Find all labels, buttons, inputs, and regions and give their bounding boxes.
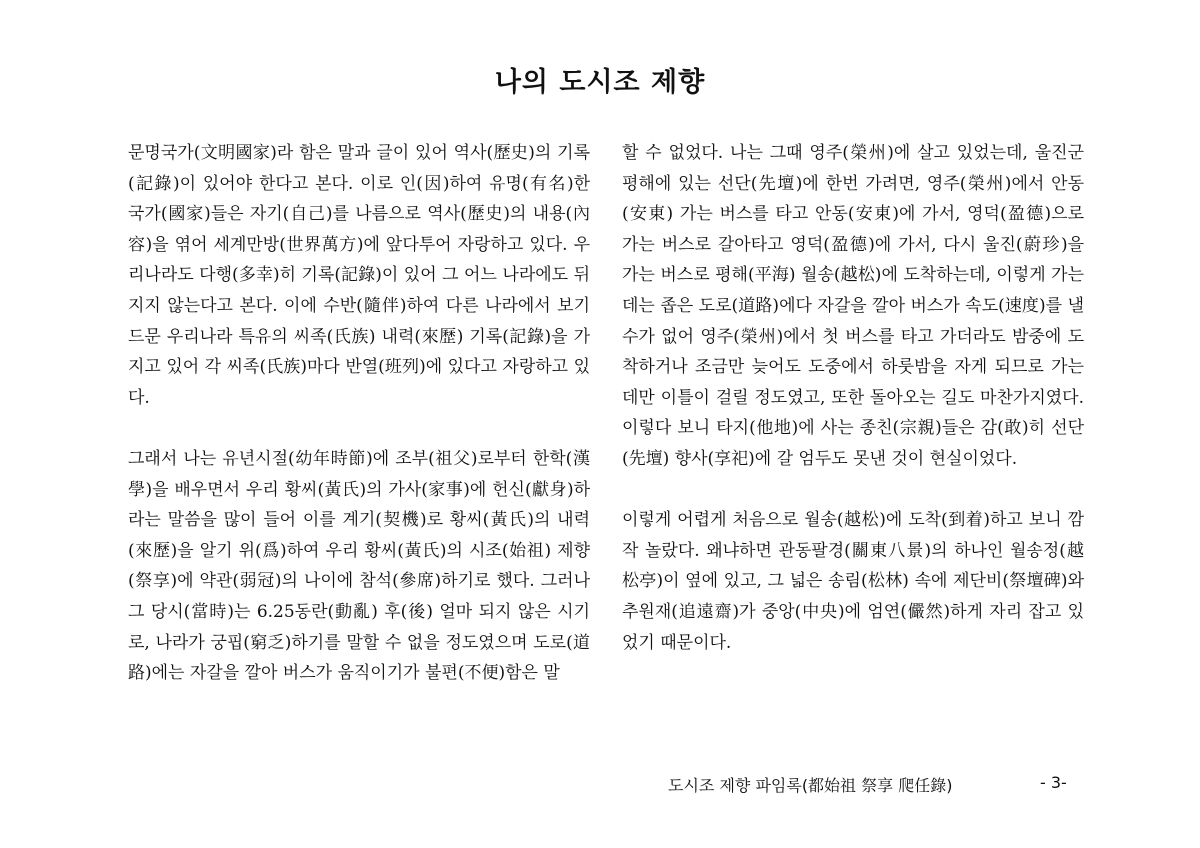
paragraph-childhood: 그래서 나는 유년시절(幼年時節)에 조부(祖父)로부터 한학(漢學)을 배우면서 우리 황씨(黃氏)의 가사(家事)에 헌신(獻身)하라는 말씀을 많이 들어 이를 계기(契機)로 황씨(黃氏)의 내력(來歷)을 알기 위(爲)하여 우리 황씨(黃氏)의 시조(始祖) 제향(祭享)에 약관(弱冠)의 나이에 참석(參席)하기로 했다. 그러나 그 당시(當時)는 6.25동란(動亂) 후(後) 얼마 되지 않은 시기로, 나라가 궁핍(窮乏)하기를 말할 수 없을 정도였으며 도로(道路)에는 자갈을 깔아 버스가 움직이기가 불편(不便)함은 말 [128,448,590,684]
footer-source-title: 도시조 제향 파임록(都始祖 祭享 爬任錄) [668,776,953,795]
page-number: - 3- [1040,773,1067,792]
paragraph-journey: 할 수 없었다. 나는 그때 영주(榮州)에 살고 있었는데, 울진군 평해에 있는 선단(先壇)에 한번 가려면, 영주(榮州)에서 안동(安東) 가는 버스를 타고 안동(安東)에 가서, 영덕(盈德)으로 가는 버스로 갈아타고 영덕(盈德)에 가서, 다시 울진(蔚珍)을 가는 버스로 평해(平海) 월송(越松)에 도착하는데, 이렇게 가는 데는 좁은 도로(道路)에다 자갈을 깔아 버스가 속도(速度)를 낼 수가 없어 영주(榮州)에서 첫 버스를 타고 가더라도 밤중에 도착하거나 조금만 늦어도 도중에서 하룻밤을 자게 되므로 가는 데만 이틀이 걸릴 정도였고, 또한 돌아오는 길도 마찬가지였다. 이렇다 보니 타지(他地)에 사는 종친(宗親)들은 감(敢)히 선단(先壇) 향사(享祀)에 갈 엄두도 못낸 것이 현실이었다. [622,143,1084,469]
page-title: 나의 도시조 제향 [494,67,706,98]
paragraph-arrival: 이렇게 어렵게 처음으로 월송(越松)에 도착(到着)하고 보니 깜작 놀랐다. 왜냐하면 관동팔경(關東八景)의 하나인 월송정(越松亭)이 옆에 있고, 그 넓은 송림(松林) 속에 제단비(祭壇碑)와 추원재(追遠齋)가 중앙(中央)에 엄연(儼然)하게 자리 잡고 있었기 때문이다. [622,510,1084,653]
right-text-column [622,138,1084,658]
paragraph-intro: 문명국가(文明國家)라 함은 말과 글이 있어 역사(歷史)의 기록(記錄)이 있어야 한다고 본다. 이로 인(因)하여 유명(有名)한 국가(國家)들은 자기(自己)를 나름으로 역사(歷史)의 내용(內容)을 엮어 세계만방(世界萬方)에 앞다투어 자랑하고 있다. 우리나라도 다행(多幸)히 기록(記錄)이 있어 그 어느 나라에도 뒤지지 않는다고 본다. 이에 수반(隨伴)하여 다른 나라에서 보기 드문 우리나라 특유의 씨족(氏族) 내력(來歷) 기록(記錄)을 가지고 있어 각 씨족(氏族)마다 반열(班列)에 있다고 자랑하고 있다. [128,143,590,408]
left-text-column [128,138,590,689]
